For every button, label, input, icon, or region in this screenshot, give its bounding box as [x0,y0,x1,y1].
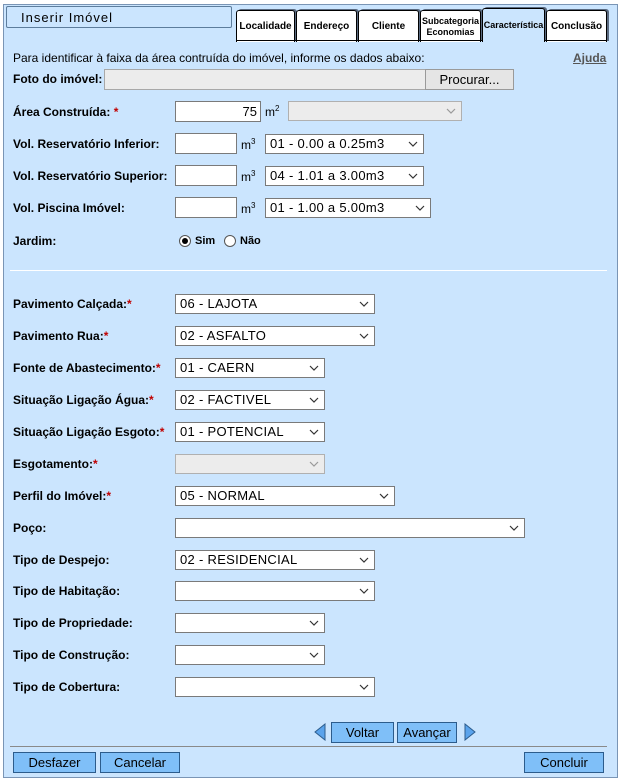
tipo-habitacao-label: Tipo de Habitação: [13,584,121,598]
tipo-habitacao-select[interactable] [175,581,375,601]
pavimento-rua-value: 02 - ASFALTO [180,328,267,343]
chevron-down-icon [309,618,319,628]
area-range-select[interactable] [288,101,462,121]
tipo-propriedade-select[interactable] [175,613,325,633]
situacao-esgoto-value: 01 - POTENCIAL [180,424,284,439]
vol-inferior-input[interactable] [175,133,237,154]
poco-label: Poço: [13,521,47,535]
tab-caracteristica[interactable]: Característica [482,8,545,42]
chevron-down-icon [359,682,369,692]
intro-text: Para identificar à faixa da área contruída do imóvel, informe os dados abaixo: [13,51,425,65]
area-unit: $m^2$ [265,104,280,119]
tipo-construcao-select[interactable] [175,645,325,665]
tipo-cobertura-select[interactable] [175,677,375,697]
chevron-down-icon [309,459,319,469]
chevron-down-icon [309,427,319,437]
chevron-down-icon [359,586,369,596]
situacao-agua-label: Situação Ligação Água:* [13,393,154,407]
chevron-down-icon [415,203,425,213]
jardim-nao-radio[interactable] [224,235,236,247]
photo-label: Foto do imóvel: [13,72,103,86]
esgotamento-select[interactable] [175,454,325,474]
chevron-down-icon [509,523,519,533]
window-title: Inserir Imóvel [6,6,232,28]
chevron-down-icon [379,491,389,501]
help-link[interactable]: Ajuda [573,51,607,65]
pavimento-rua-select[interactable] [175,326,375,346]
vol-piscina-value: 01 - 1.00 a 5.00m3 [270,200,385,215]
tab-underline-left [236,40,482,41]
perfil-imovel-label: Perfil do Imóvel:* [13,489,112,503]
vol-superior-value: 04 - 1.01 a 3.00m3 [270,168,385,183]
tab-localidade[interactable]: Localidade [236,10,295,42]
cancelar-button[interactable]: Cancelar [100,752,180,773]
arrow-left-icon[interactable] [314,723,326,741]
arrow-right-icon[interactable] [464,723,476,741]
chevron-down-icon [309,395,319,405]
jardim-nao-label: Não [240,235,261,247]
vol-superior-unit: $m^3$ [241,169,256,184]
fonte-abastecimento-value: 01 - CAERN [180,360,255,375]
chevron-down-icon [408,139,418,149]
poco-select[interactable] [175,518,525,538]
photo-path-input[interactable] [104,69,426,90]
tab-subcategoria-economias[interactable]: Subcategoria Economias [420,10,481,42]
tipo-propriedade-label: Tipo de Propriedade: [13,616,133,630]
vol-superior-select[interactable] [265,166,424,186]
tipo-cobertura-label: Tipo de Cobertura: [13,680,121,694]
pavimento-calcada-label: Pavimento Calçada:* [13,297,132,311]
fonte-abastecimento-select[interactable] [175,358,325,378]
vol-piscina-unit: $m^3$ [241,201,256,216]
avancar-button[interactable]: Avançar [397,722,457,743]
tab-underline-right [545,40,607,41]
pavimento-calcada-select[interactable] [175,294,375,314]
situacao-esgoto-select[interactable] [175,422,325,442]
section-divider [10,270,607,271]
tab-cliente[interactable]: Cliente [358,10,419,42]
chevron-down-icon [309,650,319,660]
chevron-down-icon [446,106,456,116]
vol-piscina-select[interactable] [265,198,431,218]
situacao-agua-value: 02 - FACTIVEL [180,392,272,407]
pavimento-calcada-value: 06 - LAJOTA [180,296,258,311]
chevron-down-icon [309,363,319,373]
vol-inferior-unit: $m^3$ [241,137,256,152]
tab-conclusao[interactable]: Conclusão [546,10,607,42]
tipo-despejo-select[interactable] [175,550,375,570]
tipo-despejo-label: Tipo de Despejo: [13,553,110,567]
footer-divider [10,746,607,747]
voltar-button[interactable]: Voltar [331,722,394,743]
vol-superior-input[interactable] [175,165,237,186]
concluir-button[interactable]: Concluir [524,752,604,773]
situacao-agua-select[interactable] [175,390,325,410]
vol-piscina-label: Vol. Piscina Imóvel: [13,201,125,215]
vol-inferior-label: Vol. Reservatório Inferior: [13,137,160,151]
desfazer-button[interactable]: Desfazer [13,752,96,773]
chevron-down-icon [359,299,369,309]
chevron-down-icon [408,171,418,181]
area-input[interactable]: 75 [175,101,261,122]
jardim-label: Jardim: [13,234,57,248]
pavimento-rua-label: Pavimento Rua:* [13,329,109,343]
chevron-down-icon [359,331,369,341]
browse-button[interactable]: Procurar... [425,69,514,90]
situacao-esgoto-label: Situação Ligação Esgoto:* [13,425,165,439]
perfil-imovel-value: 05 - NORMAL [180,488,265,503]
perfil-imovel-select[interactable] [175,486,395,506]
tipo-construcao-label: Tipo de Construção: [13,648,130,662]
esgotamento-label: Esgotamento:* [13,457,98,471]
jardim-sim-label: Sim [195,235,216,247]
area-label: Área Construída: * [13,105,119,119]
vol-inferior-select[interactable] [265,134,424,154]
vol-piscina-input[interactable] [175,197,237,218]
vol-superior-label: Vol. Reservatório Superior: [13,169,168,183]
tab-endereco[interactable]: Endereço [296,10,357,42]
vol-inferior-value: 01 - 0.00 a 0.25m3 [270,136,385,151]
fonte-abastecimento-label: Fonte de Abastecimento:* [13,361,161,375]
chevron-down-icon [359,555,369,565]
tipo-despejo-value: 02 - RESIDENCIAL [180,552,298,567]
jardim-sim-radio[interactable] [179,235,191,247]
